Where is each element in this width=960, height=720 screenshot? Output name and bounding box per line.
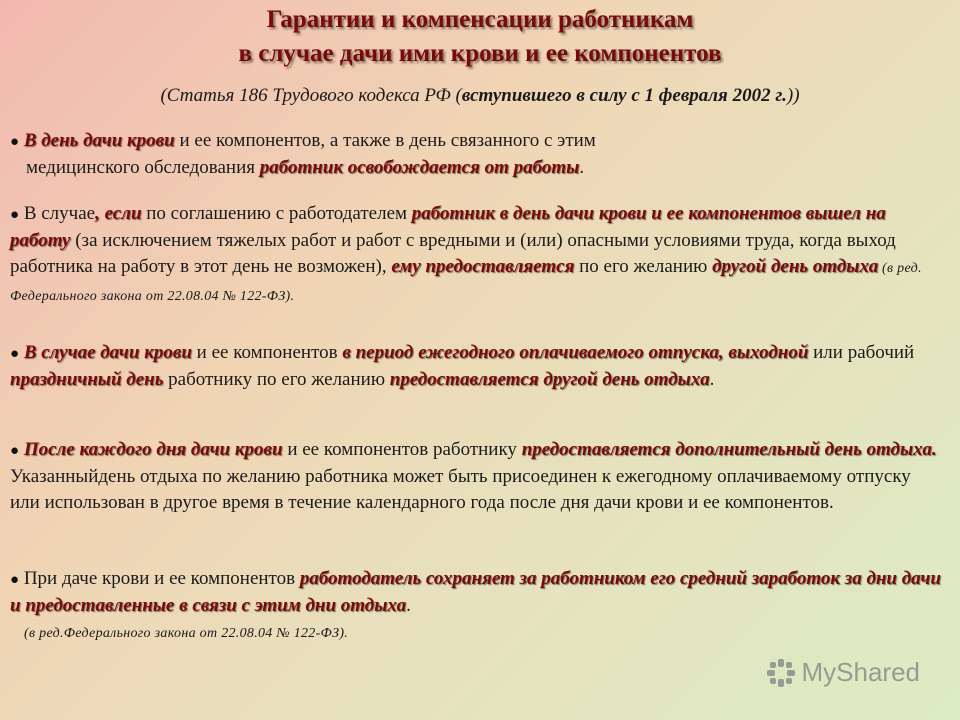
p3-text-2: или рабочий bbox=[808, 342, 915, 363]
bullet-icon: ● bbox=[10, 443, 20, 459]
p2-text-1: В случае bbox=[19, 203, 96, 224]
p4-emphasis-2: предоставляется дополнительный день отдыха. bbox=[521, 439, 937, 460]
p4-emphasis-1: После каждого дня дачи крови bbox=[19, 439, 283, 460]
paragraph-4 bbox=[10, 437, 945, 516]
paragraph-1-line-1 bbox=[10, 128, 945, 155]
p3-text-1: и ее компонентов bbox=[191, 342, 343, 363]
paragraph-3 bbox=[10, 340, 945, 393]
myshared-logo-icon bbox=[766, 658, 796, 688]
p3-emphasis-4: предоставляется другой день отдыха bbox=[389, 369, 710, 390]
subtitle-open: ( bbox=[160, 85, 167, 106]
bullet-icon: ● bbox=[10, 346, 20, 362]
p1-text-3: . bbox=[579, 157, 585, 178]
p5-emphasis-1: работодатель сохраняет за работником его средний заработок за дни дачи и предоставленные в связи с этим дни отдыха bbox=[10, 568, 941, 616]
p2-law-note: (в ред. Федерального закона от 22.08.04 № 122-ФЗ). bbox=[10, 261, 922, 304]
p3-emphasis-3: праздничный день bbox=[10, 369, 164, 390]
p4-text-2: Указанныйдень отдыха по желанию работника может быть присоединен к ежегодному оплачиваемому отпуску или использован в другое время в течение календарного года после дня дачи крови и ее компонентов. bbox=[10, 466, 911, 513]
p1-emphasis-2: работник освобождается от работы bbox=[259, 157, 580, 178]
bullet-icon: ● bbox=[10, 572, 20, 588]
paragraph-5 bbox=[10, 566, 945, 647]
p1-text-2: медицинского обследования bbox=[26, 157, 260, 178]
slide-title-line-2: в случае дачи ими крови и ее компонентов bbox=[238, 40, 722, 67]
p2-emphasis-3: ему предоставляется bbox=[391, 256, 575, 277]
bullet-icon: ● bbox=[10, 134, 20, 150]
slide-subtitle bbox=[0, 85, 960, 107]
p2-text-4: по его желанию bbox=[574, 256, 713, 277]
paragraph-1-line-2 bbox=[10, 155, 945, 181]
p5-law-note: (в ред.Федерального закона от 22.08.04 № 122-ФЗ). bbox=[24, 626, 349, 641]
p5-text-1: При даче крови и ее компонентов bbox=[19, 568, 300, 589]
watermark-text: MyShared bbox=[801, 657, 920, 687]
p2-emphasis-2: работник в день дачи крови и ее компонентов вышел на работу bbox=[10, 203, 886, 251]
p1-text-1: и ее компонентов, а также в день связанного с этим bbox=[174, 130, 596, 151]
paragraph-2 bbox=[10, 201, 945, 310]
p2-text-3: (за исключением тяжелых работ и работ с вредными и (или) опасными условиями труда, когда выход работника на работу в этот день не возможен), bbox=[10, 230, 896, 277]
p3-text-3: работнику по его желанию bbox=[163, 369, 390, 390]
subtitle-bold: вступившего в силу с 1 февраля 2002 г. bbox=[461, 85, 787, 106]
p3-emphasis-2: в период ежегодного оплачиваемого отпуска, выходной bbox=[342, 342, 809, 363]
bullet-icon: ● bbox=[10, 207, 20, 223]
subtitle-text: Статья 186 Трудового кодекса РФ ( bbox=[166, 85, 462, 106]
p3-emphasis-1: В случае дачи крови bbox=[19, 342, 192, 363]
p3-text-4: . bbox=[709, 369, 715, 390]
slide-title-line-1: Гарантии и компенсации работникам bbox=[266, 6, 694, 33]
p2-emphasis-4: другой день отдыха bbox=[712, 256, 879, 277]
subtitle-close: )) bbox=[786, 85, 800, 106]
p5-text-2: . bbox=[406, 595, 411, 616]
p4-text-1: и ее компонентов работнику bbox=[282, 439, 522, 460]
watermark bbox=[766, 657, 921, 688]
p2-text-2: по соглашению с работодателем bbox=[141, 203, 412, 224]
paragraph-1 bbox=[10, 128, 945, 181]
p1-emphasis-1: В день дачи крови bbox=[23, 130, 175, 151]
p2-emphasis-1: , если bbox=[95, 203, 142, 224]
